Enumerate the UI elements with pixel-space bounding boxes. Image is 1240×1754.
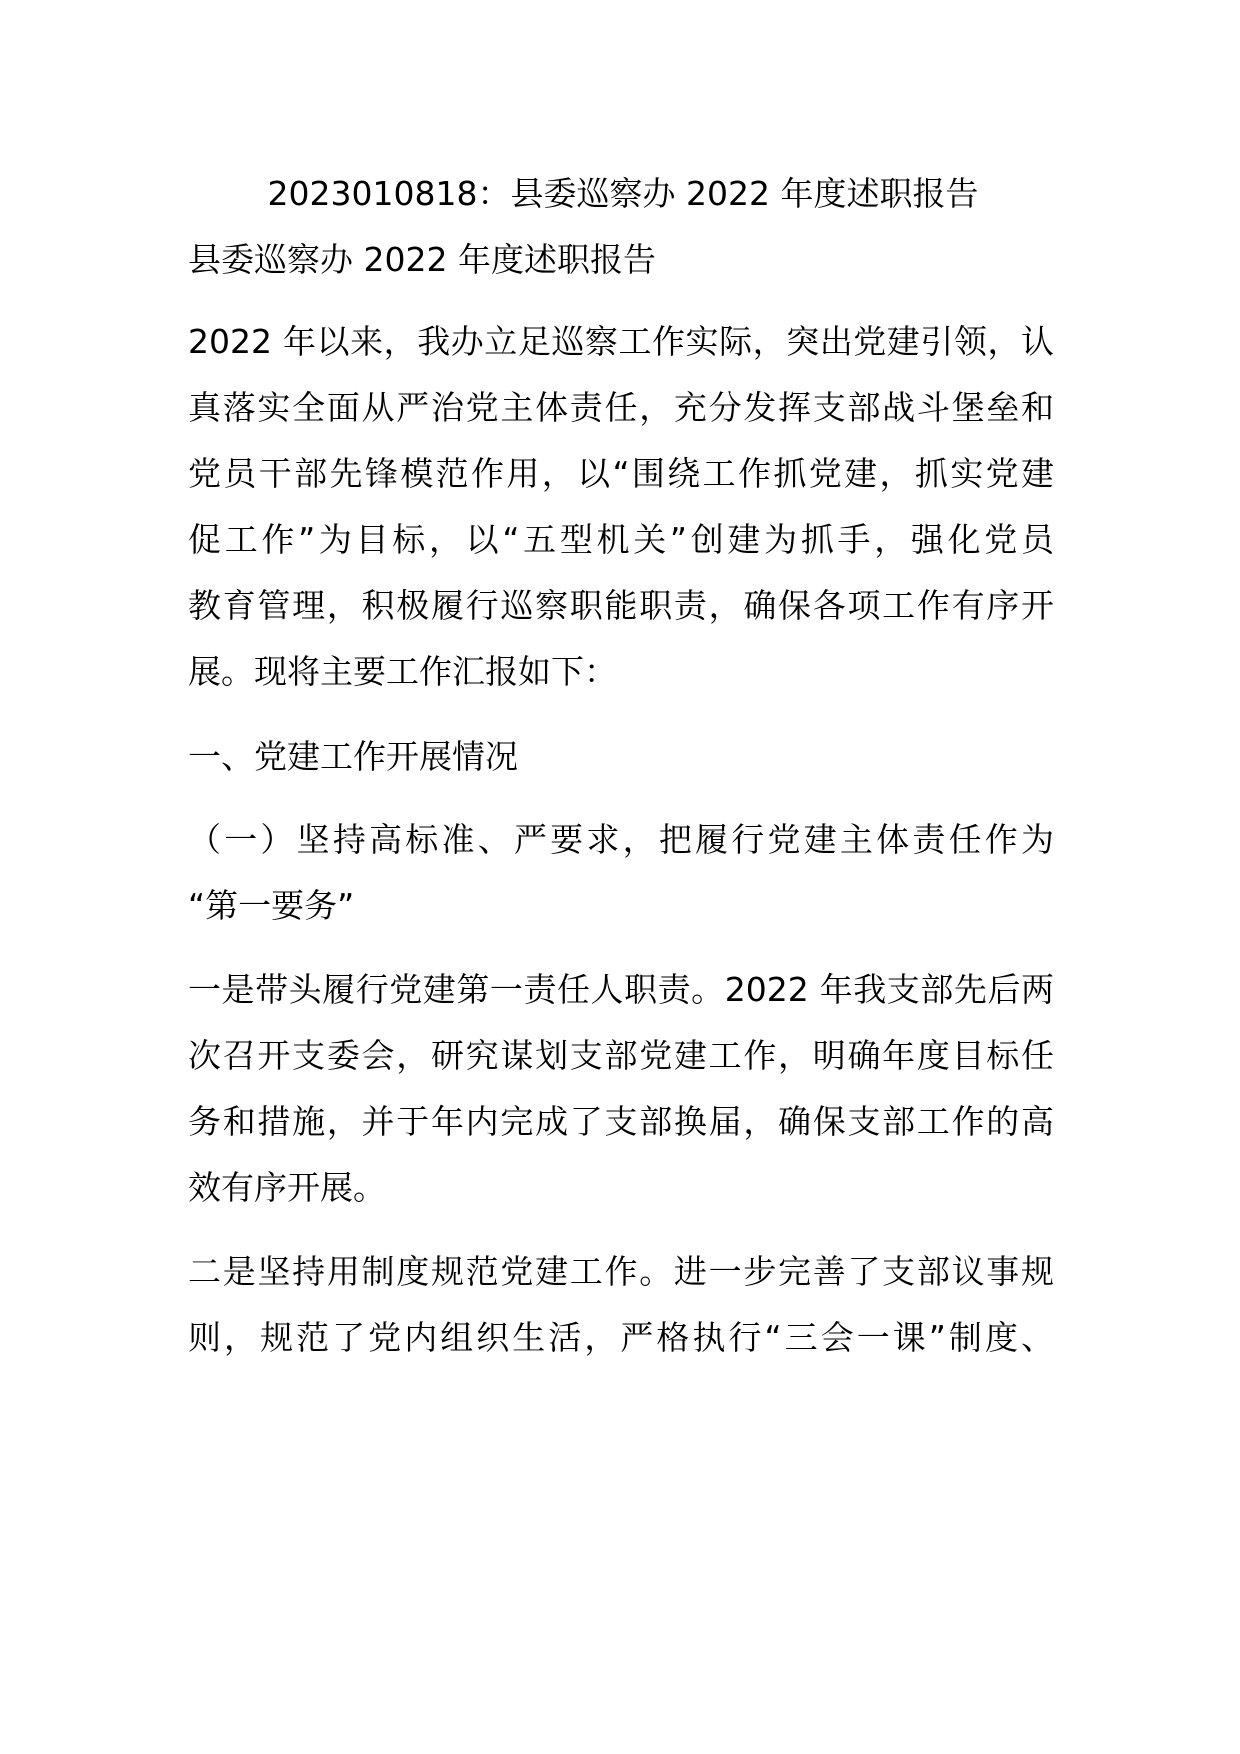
intro-line-4: 促工作”为目标，以“五型机关”创建为抓手，强化党员 [188,520,1054,559]
intro-line-6: 展。现将主要工作汇报如下： [188,652,617,691]
intro-line-3: 党员干部先锋模范作用，以“围绕工作抓党建，抓实党建 [188,454,1054,493]
intro-line-2: 真落实全面从严治党主体责任，充分发挥支部战斗堡垒和 [188,388,1054,427]
para2-line-2: 则，规范了党内组织生活，严格执行“三会一课”制度、 [188,1318,1054,1357]
subsection-heading-1: （一）坚持高标准、严要求，把履行党建主体责任作为 [188,820,1054,859]
intro-line-5: 教育管理，积极履行巡察职能职责，确保各项工作有序开 [188,586,1054,625]
subsection-heading-1-cont: “第一要务” [188,886,355,925]
para1-line-3: 务和措施，并于年内完成了支部换届，确保支部工作的高 [188,1102,1054,1141]
intro-line-1: 2022 年以来，我办立足巡察工作实际，突出党建引领，认 [188,322,1054,361]
report-heading: 县委巡察办 2022 年度述职报告 [188,240,656,279]
document-title: 2023010818：县委巡察办 2022 年度述职报告 [267,174,979,213]
para1-line-4: 效有序开展。 [188,1168,386,1207]
para1-line-1: 一是带头履行党建第一责任人职责。2022 年我支部先后两 [188,970,1054,1009]
para2-line-1: 二是坚持用制度规范党建工作。进一步完善了支部议事规 [188,1252,1054,1291]
para1-line-2: 次召开支委会，研究谋划支部党建工作，明确年度目标任 [188,1036,1054,1075]
section-heading-1: 一、党建工作开展情况 [188,737,518,776]
